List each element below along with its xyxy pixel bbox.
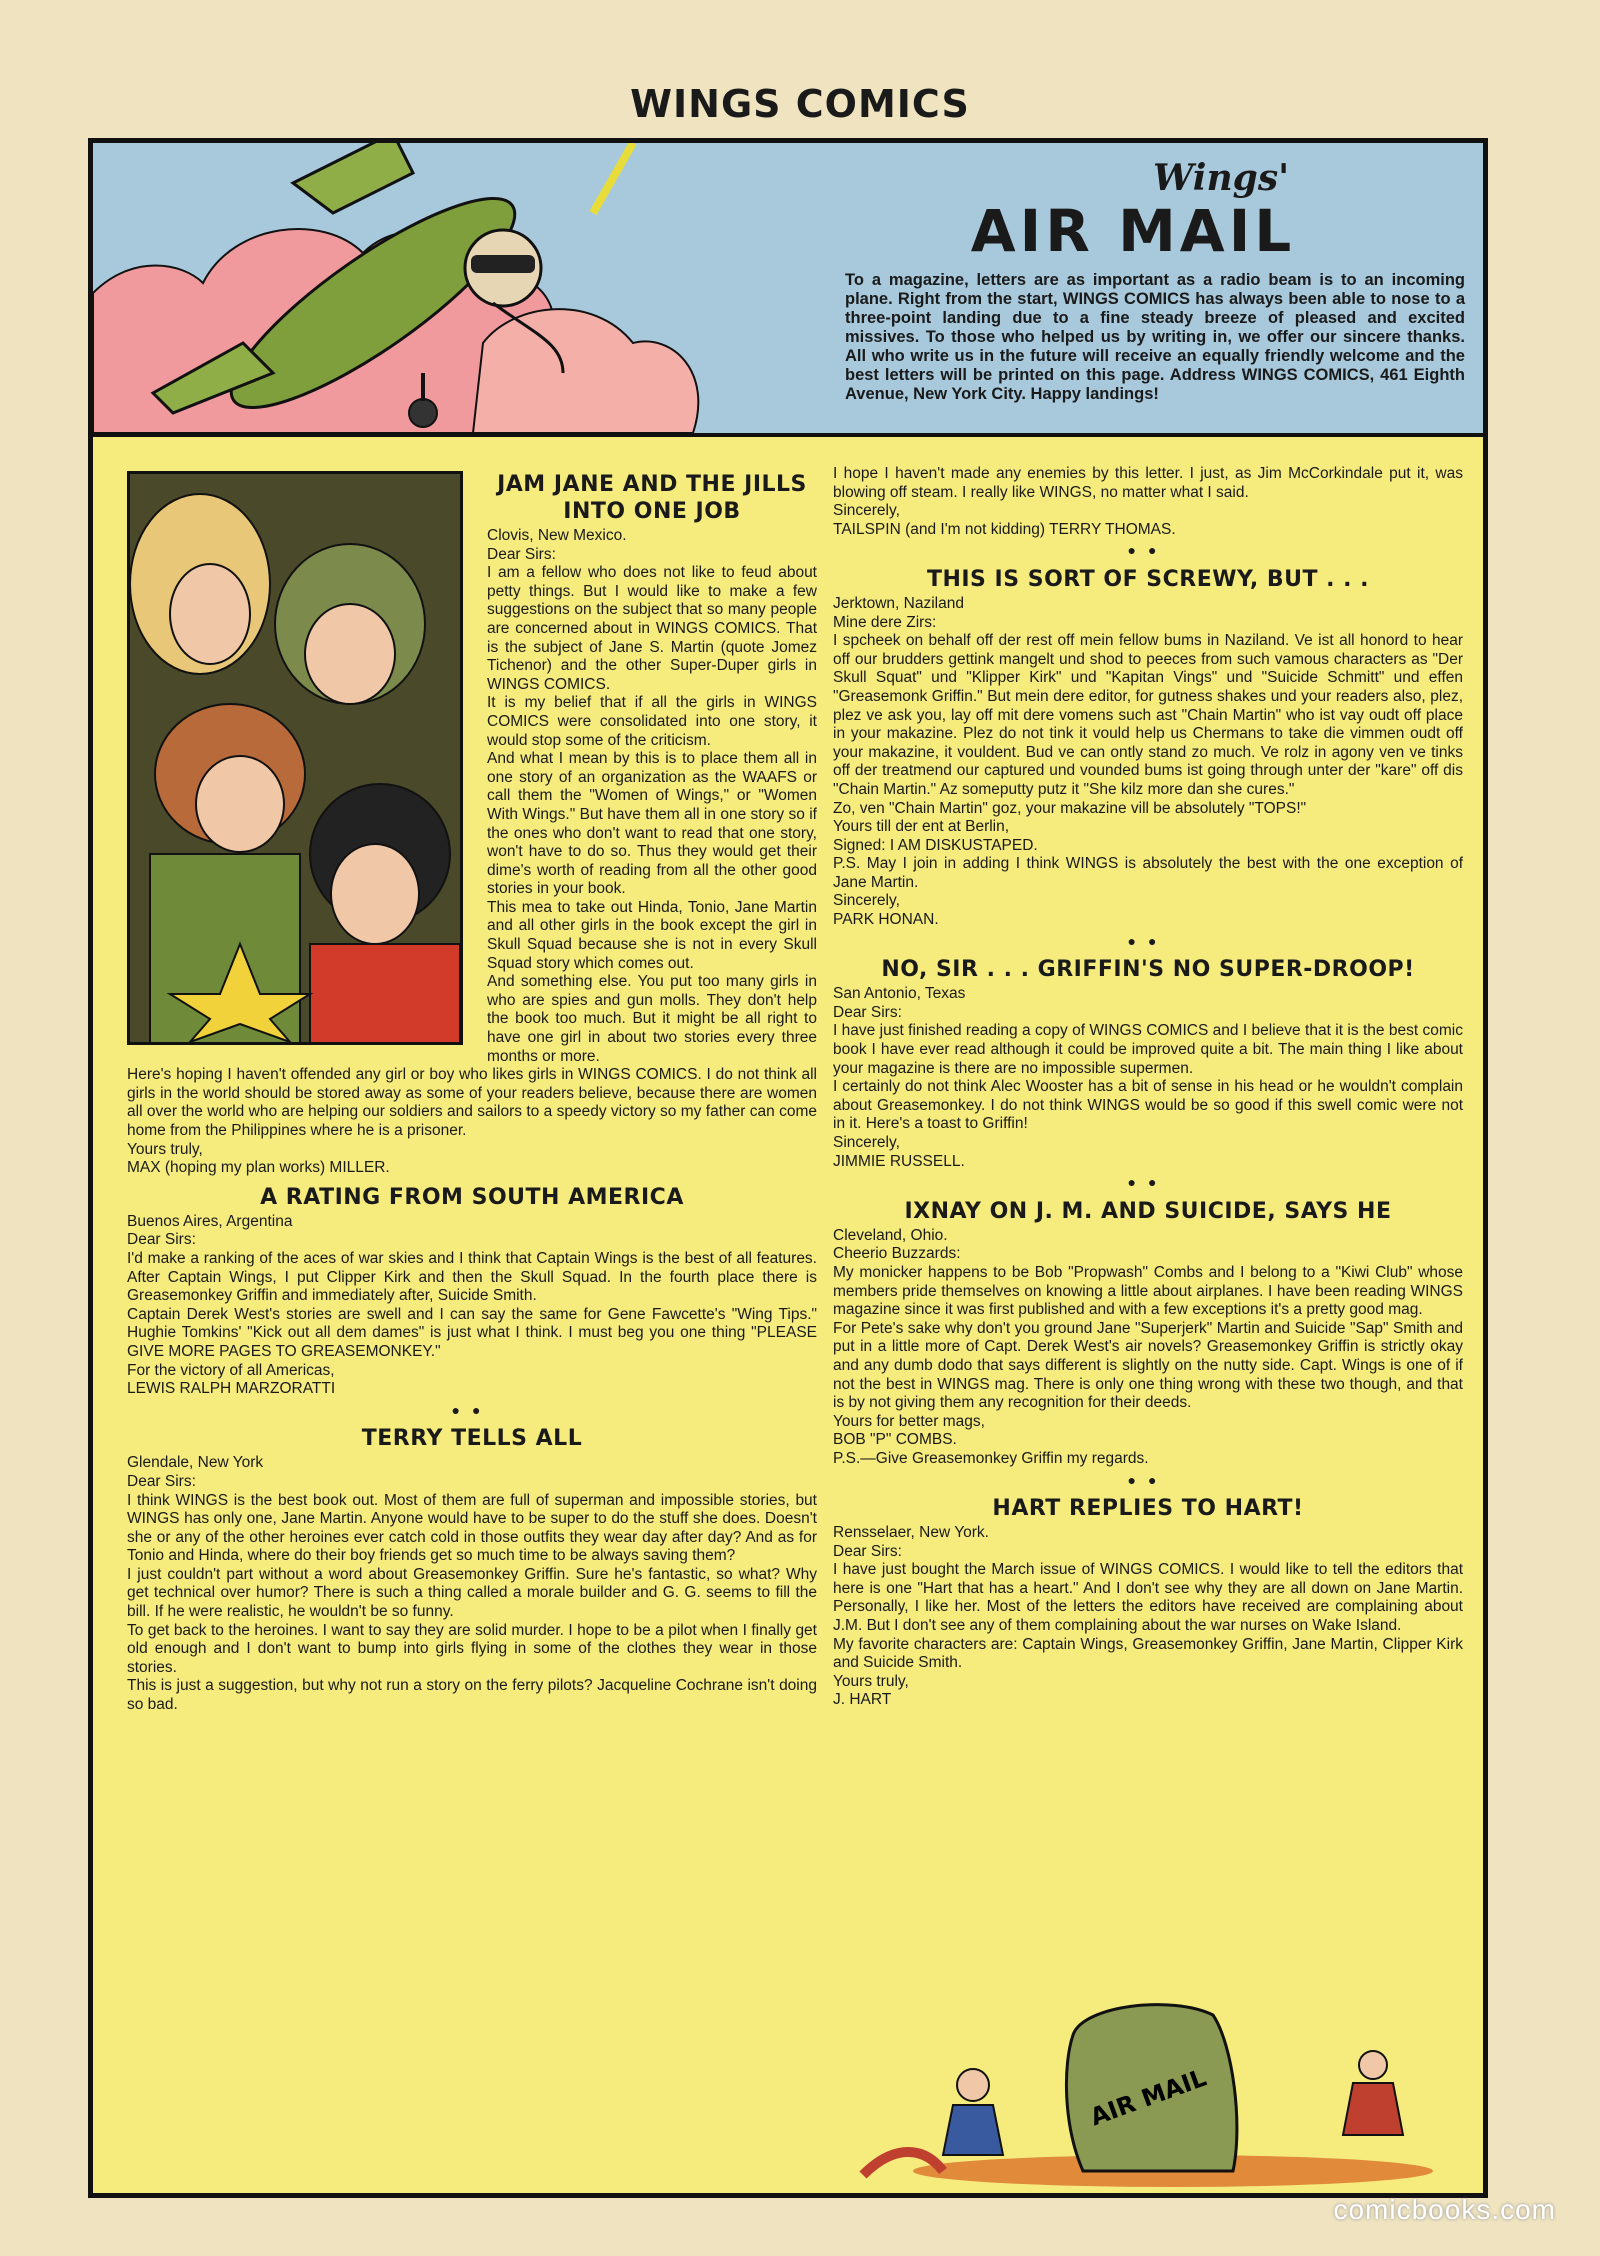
letter-paragraph: Here's hoping I haven't offended any girl or boy who likes girls in WINGS COMICS. I do not think all girls in the world should be stored away as some of your readers believe, because there are women all over the world who are helping our soldiers and sailors to a speedy victory so my father can come home from the Philippines where he is a prisoner.	[127, 1066, 817, 1139]
letter-place: Glendale, New York	[127, 1454, 264, 1472]
letter-paragraph: And something else. You put too many girls in who are spies and gun molls. They don't help the book too much. But it might be all right to have one girl in about two stories every three months or more.	[487, 973, 817, 1065]
letter-paragraph: My favorite characters are: Captain Wings, Greasemonkey Griffin, Jane Martin, Clipper Kirk and Suicide Smith.	[833, 1635, 1463, 1672]
separator-dots: ●●	[1127, 1471, 1169, 1488]
letter-salutation: Dear Sirs:	[127, 1472, 196, 1490]
letter-paragraph: I have just bought the March issue of WINGS COMICS. I would like to tell the editors that here is one "Hart that has a heart." And I don't see why they are all down on Jane Martin. Personally, I like her. Most of the letters the editors have received are complaining about J.M. But I don't see any of them complaining about the war nurses on Wake Island.	[833, 1561, 1463, 1635]
letter-signoff: Yours till der ent at Berlin,	[833, 818, 1010, 836]
headline-jam-jane: JAM JANE AND THE JILLS INTO ONE JOB	[497, 472, 807, 524]
letter-paragraph: I'd make a ranking of the aces of war skies and I think that Captain Wings is the best of all features. After Captain Wings, I put Clipper Kirk and then the Skull Squad. In the fourth place there is Greasemonkey Griffin and immediately after, Suicide Smith.	[127, 1249, 817, 1305]
letter-signoff: Yours truly,	[127, 1140, 203, 1158]
separator-dots: ●●	[1127, 1174, 1169, 1191]
site-watermark: comicbooks.com	[1333, 2194, 1556, 2225]
letter-salutation: Dear Sirs:	[833, 1003, 902, 1021]
letter-paragraph: Zo, ven "Chain Martin" goz, your makazine vill be absolutely "TOPS!"	[833, 799, 1307, 817]
letter-paragraph: For Pete's sake why don't you ground Jane "Superjerk" Martin and Suicide "Sap" Smith and put in a little more of Capt. Derek West's air novels? Greasemonkey Griffin is strictly okay and any dumb dodo that says different is slightly on the nutty side. Capt. Wings is one of if not the best in WINGS mag. There is only one thing wrong with these two though, and that is by not giving them any recognition for their deeds.	[833, 1319, 1463, 1412]
letter-signature: BOB "P" COMBS.	[833, 1431, 957, 1449]
letter-signature: J. HART	[833, 1691, 892, 1709]
letter-paragraph: I think WINGS is the best book out. Most of them are full of superman and impossible stories, but WINGS has only one, Jane Martin. Anyone would have to be super to do the stuff she does. Doesn't she or any of the other heroines ever catch cold in those outfits they wear day after day? And as for Tonio and Hinda, where do their boy friends get so much time to be always saving them?	[127, 1491, 817, 1565]
letter-signoff: Yours truly,	[833, 1672, 909, 1690]
letter-signature: JIMMIE RUSSELL.	[833, 1152, 965, 1170]
women-pilots-panel	[127, 471, 463, 1045]
letter-paragraph: I just couldn't part without a word about Greasemonkey Griffin. Sure he's fantastic, so what? Why get technical over humor? There is such a thing called a morale builder and G. G. seems to fill the bill. If he were realistic, he wouldn't be so funny.	[127, 1565, 817, 1621]
letter-salutation: Mine dere Zirs:	[833, 613, 937, 631]
letter-salutation: Dear Sirs:	[833, 1542, 902, 1560]
letter-signature: TAILSPIN (and I'm not kidding) TERRY THOMAS.	[833, 520, 1176, 538]
left-column	[127, 465, 817, 1715]
letter-paragraph: This is just a suggestion, but why not run a story on the ferry pilots? Jacqueline Cochrane isn't doing so bad.	[127, 1677, 817, 1714]
letter-signoff: Sincerely,	[833, 502, 900, 520]
letter-paragraph: This mea to take out Hinda, Tonio, Jane Martin and all other girls in the book except the girl in Skull Squad because she is not in every Skull Squad story which comes out.	[487, 898, 817, 972]
letter-paragraph: And what I mean by this is to place them all in one story of an organization as the WAAFS or call them the "Women of Wings," or "Women With Wings." But have them all in one story so if the ones who don't want to read that one story, won't have to do so. Thus they would get their dime's worth of reading from all the other good stories in your book.	[487, 750, 817, 898]
headline-rating: A RATING FROM SOUTH AMERICA	[260, 1184, 684, 1210]
letter-postscript: P.S. May I join in adding I think WINGS is absolutely the best with the one exception of Jane Martin.	[833, 855, 1463, 891]
plane-illustration	[93, 143, 833, 433]
headline-griffin: NO, SIR . . . GRIFFIN'S NO SUPER-DROOP!	[881, 957, 1415, 983]
letter-signature: MAX (hoping my plan works) MILLER.	[127, 1159, 390, 1177]
letter-salutation: Cheerio Buzzards:	[833, 1245, 961, 1263]
letter-signoff: For the victory of all Americas,	[127, 1361, 335, 1379]
headline-hart: HART REPLIES TO HART!	[992, 1496, 1304, 1522]
right-column	[833, 465, 1463, 1710]
headline-ixnay: IXNAY ON J. M. AND SUICIDE, SAYS HE	[904, 1198, 1392, 1224]
separator-dots: ●●	[1127, 542, 1169, 559]
header-intro: To a magazine, letters are as important as a radio beam is to an incoming plane. Right from the start, WINGS COMICS has always been able to nose to a three-point landing due to a fine steady breeze of pleased and excited missives. To those who helped us by writing in, we offer our sincere thanks. All who write us in the future will receive an equally friendly welcome and the best letters will be printed on this page. Address WINGS COMICS, 461 Eighth Avenue, New York City. Happy landings!	[845, 271, 1465, 403]
letter-signature: LEWIS RALPH MARZORATTI	[127, 1380, 336, 1398]
letter-paragraph: I hope I haven't made any enemies by this letter. I just, as Jim McCorkindale put it, was blowing off steam. I really like WINGS, no matter what I said.	[833, 465, 1463, 501]
letter-place: Clovis, New Mexico.	[487, 527, 627, 544]
headline-screwy: THIS IS SORT OF SCREWY, BUT . . .	[926, 566, 1370, 592]
letter-signoff: Sincerely,	[833, 892, 900, 910]
page-title: WINGS COMICS	[630, 82, 970, 126]
air-mail-page	[88, 138, 1488, 2198]
letter-place: Rensselaer, New York.	[833, 1524, 989, 1542]
mailbag-illustration	[833, 1975, 1473, 2187]
letter-salutation: Dear Sirs:	[127, 1231, 196, 1249]
letter-paragraph: My monicker happens to be Bob "Propwash" Combs and I belong to a "Kiwi Club" whose members pride themselves on knowing a little about airplanes. I have been reading WINGS magazine since it was first published and with a few exceptions it's a pretty good mag.	[833, 1263, 1463, 1319]
separator-dots: ●●	[451, 1401, 493, 1418]
header-title: AIR MAIL	[970, 197, 1296, 265]
headline-terry: TERRY TELLS ALL	[361, 1426, 583, 1452]
separator-dots: ●●	[1127, 932, 1169, 949]
letter-signature: Signed: I AM DISKUSTAPED.	[833, 836, 1038, 854]
letter-paragraph: To get back to the heroines. I want to say they are solid murder. I hope to be a pilot when I finally get old enough and I don't want to bump into girls flying in some of the clothes they wear in those stories.	[127, 1621, 817, 1676]
letter-signoff: Yours for better mags,	[833, 1412, 985, 1430]
header-brand: Wings'	[1153, 157, 1290, 199]
letter-paragraph: I spcheek on behalf off der rest off mein fellow bums in Naziland. Ve ist all honord to hear off our brudders gettink mangelt und shod to peeces from such vamous characters as "Der Skull Squat" und "Klipper Kirk" und "Kapitan Vings" und "Suicide Schmitt" und effen "Greasemonk Griffin." But mein dere editor, for gutness shakes und your readers also, plez, plez ve ask you, lay off mit dere vomens such ast "Chain Martin" who ist vay oudt off place in your makazine. Plez do not tink it vould help us Chermans to take die vimmen oudt off your makazine, it vouldent. Bud ve can ontly stand zo much. Ve rolz in agony ven ve tinks off der treatmend our captured und vounded bums ist going through unter der "kare" off dis "Chain Martin." Az someputty putz it "She kilz more dan she cures."	[833, 632, 1463, 798]
mailbag-label: AIR MAIL	[1086, 2063, 1210, 2132]
letter-signoff: Sincerely,	[833, 1134, 900, 1151]
letter-paragraph: I certainly do not think Alec Wooster has a bit of sense in his head or he wouldn't complain about Greasemonkey. I do not think WINGS would be so good if this swell comic were not in it. Here's a toast to Griffin!	[833, 1078, 1463, 1133]
letter-paragraph: I am a fellow who does not like to feud about petty things. But I would like to make a few suggestions on the subject that so many people are concerned about in WINGS COMICS. That is the subject of Jane S. Martin (quote Jomez Tichenor) and the other Super-Duper girls in WINGS COMICS.	[487, 564, 817, 693]
letter-paragraph: It is my belief that if all the girls in WINGS COMICS were consolidated into one story, it would stop some of the criticism.	[487, 694, 817, 749]
letter-place: Cleveland, Ohio.	[833, 1226, 948, 1244]
letter-salutation: Dear Sirs:	[487, 545, 556, 563]
letter-signature: PARK HONAN.	[833, 911, 939, 929]
letter-place: Jerktown, Naziland	[833, 594, 964, 612]
letter-paragraph: I have just finished reading a copy of WINGS COMICS and I believe that it is the best comic book I have ever read although it could be improved quite a bit. The main thing I like about your magazine is there are no impossible supermen.	[833, 1022, 1463, 1077]
letter-place: Buenos Aires, Argentina	[127, 1212, 293, 1230]
women-pilots-illustration	[130, 474, 460, 1042]
letter-paragraph: Captain Derek West's stories are swell and I can say the same for Gene Fawcette's "Wing Tips." Hughie Tomkins' "Kick out all dem dames" is just what I think. I must beg you one thing "PLEASE GIVE MORE PAGES TO GREASEMONKEY."	[127, 1305, 817, 1360]
air-mail-header	[93, 143, 1483, 437]
letter-place: San Antonio, Texas	[833, 985, 966, 1003]
letter-postscript: P.S.—Give Greasemonkey Griffin my regards.	[833, 1449, 1149, 1467]
